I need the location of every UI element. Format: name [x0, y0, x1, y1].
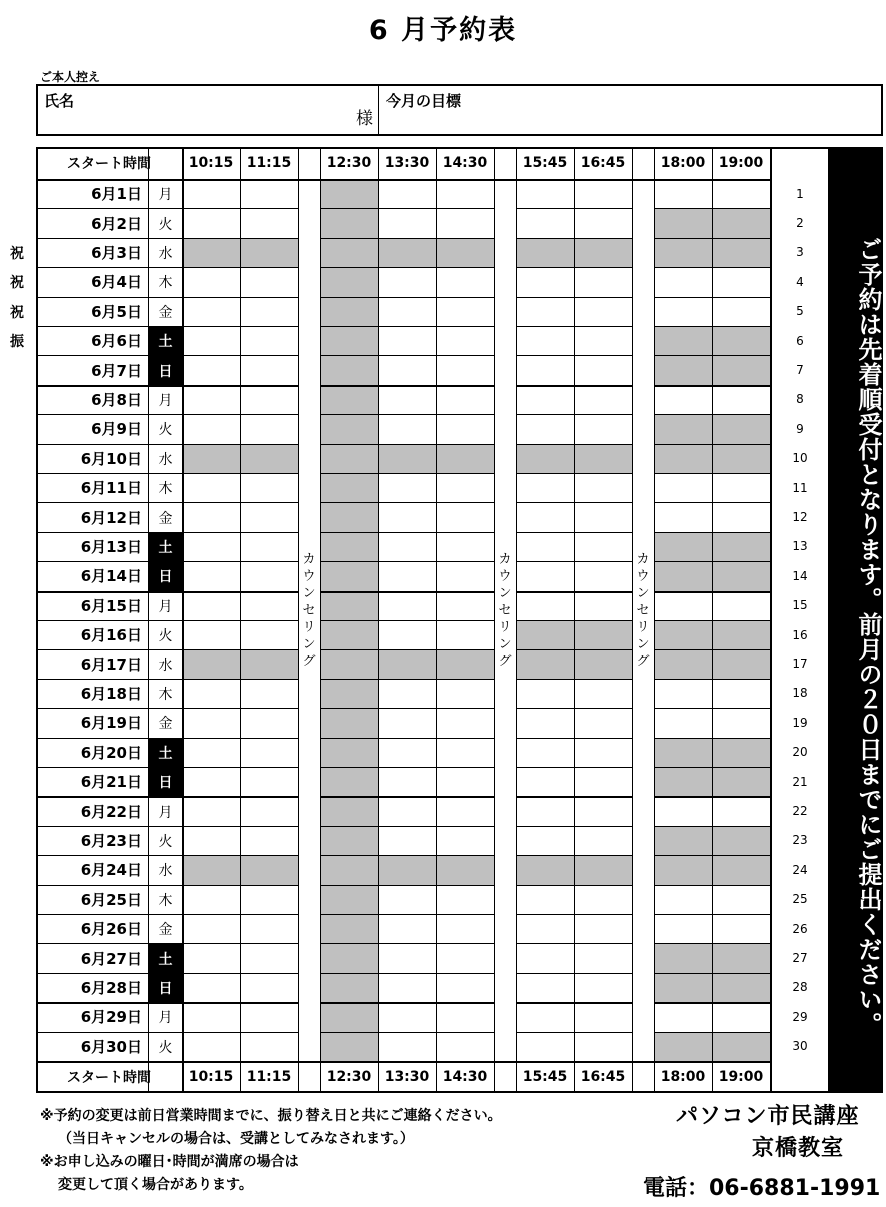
counseling-char: リ	[636, 620, 650, 635]
row-number: 10	[792, 451, 808, 466]
counseling-char: カ	[302, 552, 316, 567]
time-slot-header: 11:15	[246, 1069, 292, 1085]
weekday-cell: 土	[149, 944, 182, 972]
counseling-char: ン	[498, 637, 512, 652]
time-slot-header: 11:15	[246, 155, 292, 171]
counseling-char: リ	[302, 620, 316, 635]
holiday-mark: 振	[10, 334, 24, 350]
date-cell: 6月10日	[80, 449, 142, 468]
time-slot-header: 14:30	[442, 155, 488, 171]
date-cell: 6月29日	[80, 1008, 142, 1027]
counseling-char: ウ	[302, 569, 316, 584]
weekday-cell: 火	[158, 216, 173, 233]
time-slot-header: 19:00	[718, 155, 764, 171]
row-number: 24	[792, 862, 808, 877]
row-number: 19	[792, 715, 808, 730]
counseling-char: ン	[636, 586, 650, 601]
name-goal-box	[36, 84, 883, 136]
time-slot-header: 16:45	[580, 155, 626, 171]
time-slot-header: 10:15	[188, 1069, 234, 1085]
date-cell: 6月9日	[91, 420, 142, 439]
weekday-cell: 水	[158, 245, 173, 262]
date-cell: 6月13日	[80, 537, 142, 556]
note-line: ※予約の変更は前日営業時間までに、振り替え日と共にご連絡ください。	[40, 1108, 502, 1124]
counseling-char: リ	[498, 620, 512, 635]
row-number: 8	[796, 392, 804, 407]
row-number: 26	[792, 921, 808, 936]
row-number: 29	[792, 1009, 808, 1024]
weekday-cell: 日	[149, 974, 182, 1002]
row-number: 20	[792, 745, 808, 760]
date-cell: 6月24日	[80, 861, 142, 880]
organization-branch: 京橋教室	[752, 1136, 845, 1161]
counseling-char: ン	[302, 637, 316, 652]
row-number: 2	[796, 216, 804, 231]
time-slot-header: 12:30	[326, 1069, 372, 1085]
date-cell: 6月26日	[80, 920, 142, 939]
row-number: 18	[792, 686, 808, 701]
time-slot-header: 13:30	[384, 1069, 430, 1085]
date-cell: 6月6日	[91, 332, 142, 351]
date-cell: 6月4日	[91, 273, 142, 292]
date-cell: 6月21日	[80, 773, 142, 792]
weekday-cell: 土	[149, 739, 182, 767]
date-cell: 6月19日	[80, 714, 142, 733]
date-cell: 6月11日	[80, 479, 142, 498]
honorific: 様	[356, 109, 373, 129]
row-number: 5	[796, 304, 804, 319]
date-cell: 6月16日	[80, 626, 142, 645]
row-number: 17	[792, 657, 808, 672]
counseling-char: ウ	[498, 569, 512, 584]
weekday-cell: 火	[158, 833, 173, 850]
counseling-char: ン	[302, 586, 316, 601]
time-slot-header: 18:00	[660, 155, 706, 171]
start-time-label: スタート時間	[67, 156, 151, 172]
counseling-char: グ	[498, 654, 512, 669]
time-slot-header: 10:15	[188, 155, 234, 171]
date-cell: 6月18日	[80, 684, 142, 703]
date-cell: 6月28日	[80, 978, 142, 997]
weekday-cell: 土	[149, 533, 182, 561]
counseling-char: ウ	[636, 569, 650, 584]
counseling-char: カ	[498, 552, 512, 567]
date-cell: 6月12日	[80, 508, 142, 527]
row-number: 3	[796, 245, 804, 260]
goal-label: 今月の目標	[386, 92, 462, 110]
weekday-cell: 水	[158, 863, 173, 880]
phone-number: 電話：06-6881-1991	[643, 1176, 881, 1201]
organization-name: パソコン市民講座	[676, 1104, 860, 1129]
weekday-cell: 日	[149, 562, 182, 590]
weekday-cell: 月	[158, 598, 173, 615]
weekday-cell: 火	[158, 628, 173, 645]
counseling-char: セ	[636, 603, 650, 618]
date-cell: 6月20日	[80, 743, 142, 762]
name-label: 氏名	[44, 92, 75, 110]
date-cell: 6月5日	[91, 302, 142, 321]
weekday-cell: 金	[158, 922, 173, 939]
weekday-cell: 水	[158, 451, 173, 468]
date-cell: 6月1日	[91, 185, 142, 204]
date-cell: 6月3日	[91, 243, 142, 262]
weekday-cell: 月	[158, 804, 173, 821]
counseling-char: セ	[302, 603, 316, 618]
page-title: 6 月予約表	[368, 15, 518, 46]
counseling-char: グ	[302, 654, 316, 669]
row-number: 14	[792, 568, 808, 583]
row-number: 27	[792, 951, 808, 966]
row-number: 4	[796, 274, 804, 289]
weekday-cell: 日	[149, 768, 182, 796]
weekday-cell: 金	[158, 304, 173, 321]
row-number: 9	[796, 421, 804, 436]
row-number: 22	[792, 804, 808, 819]
notes	[40, 1105, 502, 1197]
counseling-char: ン	[636, 637, 650, 652]
weekday-cell: 木	[158, 481, 173, 498]
holiday-mark: 祝	[10, 246, 24, 262]
row-number: 30	[792, 1039, 808, 1054]
start-time-label: スタート時間	[67, 1070, 151, 1086]
note-line: ※お申し込みの曜日･時間が満席の場合は	[40, 1154, 299, 1170]
row-number: 7	[796, 363, 804, 378]
weekday-cell: 金	[158, 510, 173, 527]
row-number: 28	[792, 980, 808, 995]
weekday-cell: 月	[158, 392, 173, 409]
date-cell: 6月2日	[91, 214, 142, 233]
schedule-frame	[36, 147, 772, 1093]
row-number: 6	[796, 333, 804, 348]
time-slot-header: 19:00	[718, 1069, 764, 1085]
counseling-char: セ	[498, 603, 512, 618]
date-cell: 6月15日	[80, 596, 142, 615]
row-number: 1	[796, 186, 804, 201]
weekday-cell: 水	[158, 657, 173, 674]
counseling-char: カ	[636, 552, 650, 567]
row-number: 16	[792, 627, 808, 642]
row-number: 15	[792, 598, 808, 613]
note-line: 変更して頂く場合があります。	[58, 1177, 253, 1193]
row-number: 25	[792, 892, 808, 907]
holiday-mark: 祝	[10, 305, 24, 321]
date-cell: 6月22日	[80, 802, 142, 821]
note-line: （当日キャンセルの場合は、受講としてみなされます。）	[58, 1131, 414, 1147]
date-cell: 6月7日	[91, 361, 142, 380]
counseling-char: ン	[498, 586, 512, 601]
row-number: 12	[792, 510, 808, 525]
time-slot-header: 18:00	[660, 1069, 706, 1085]
row-number: 11	[792, 480, 808, 495]
holiday-mark: 祝	[10, 275, 24, 291]
date-cell: 6月14日	[80, 567, 142, 586]
number-column-bottom	[772, 1091, 829, 1093]
weekday-cell: 木	[158, 275, 173, 292]
weekday-cell: 木	[158, 686, 173, 703]
weekday-cell: 火	[158, 1039, 173, 1056]
date-cell: 6月17日	[80, 655, 142, 674]
date-cell: 6月23日	[80, 831, 142, 850]
weekday-cell: 金	[158, 716, 173, 733]
submission-notice: ご予約は先着順受付となります。前月の２０日までにご提出ください。	[829, 147, 883, 1093]
weekday-cell: 日	[149, 356, 182, 384]
row-number: 13	[792, 539, 808, 554]
number-column-top	[772, 147, 829, 149]
time-slot-header: 13:30	[384, 155, 430, 171]
copy-label: ご本人控え	[40, 70, 101, 84]
weekday-cell: 火	[158, 422, 173, 439]
weekday-cell: 木	[158, 892, 173, 909]
weekday-cell: 土	[149, 327, 182, 355]
weekday-cell: 月	[158, 1010, 173, 1027]
time-slot-header: 15:45	[522, 155, 568, 171]
counseling-char: グ	[636, 654, 650, 669]
row-number: 23	[792, 833, 808, 848]
date-cell: 6月25日	[80, 890, 142, 909]
time-slot-header: 12:30	[326, 155, 372, 171]
time-slot-header: 16:45	[580, 1069, 626, 1085]
time-slot-header: 14:30	[442, 1069, 488, 1085]
row-number: 21	[792, 774, 808, 789]
name-goal-divider	[378, 86, 379, 134]
date-cell: 6月8日	[91, 390, 142, 409]
weekday-cell: 月	[158, 187, 173, 204]
date-cell: 6月27日	[80, 949, 142, 968]
date-cell: 6月30日	[80, 1037, 142, 1056]
time-slot-header: 15:45	[522, 1069, 568, 1085]
